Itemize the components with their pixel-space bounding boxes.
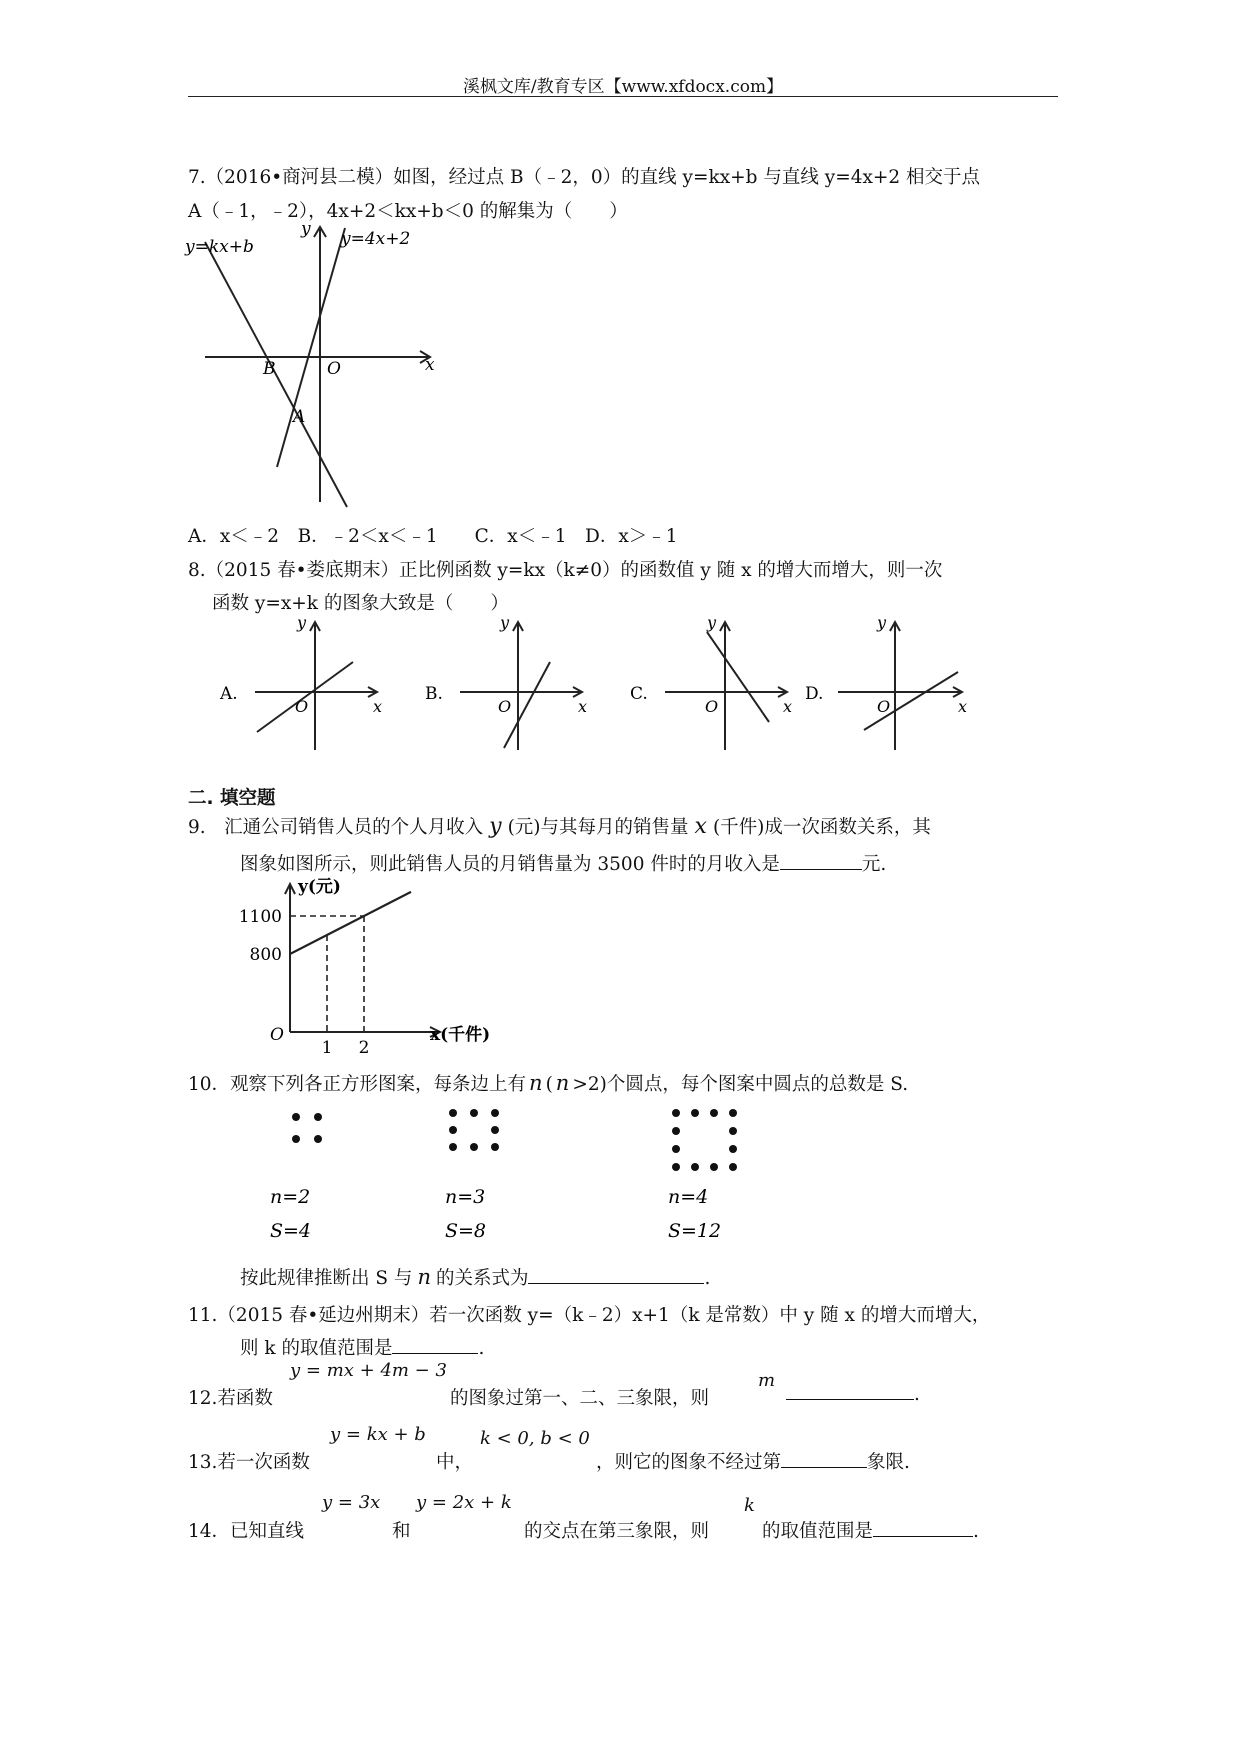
- q14-text-a: 14．已知直线: [188, 1521, 305, 1542]
- q9-ytick-label-1: 800: [249, 945, 282, 965]
- q7-origin-label: O: [327, 359, 341, 379]
- q14-formula-1: y = 3x: [322, 1492, 381, 1513]
- q12-text-a: 12.若函数: [188, 1388, 273, 1409]
- q10-tail-b: 的关系式为: [435, 1268, 529, 1289]
- q12-text-b: 的图象过第一、二、三象限，则: [450, 1388, 710, 1409]
- q12-formula: y = mx + 4m − 3: [290, 1360, 447, 1381]
- q9-chart-ylabel: y(元): [298, 877, 341, 897]
- q9-chart-origin: O: [270, 1025, 284, 1045]
- q8-graph-c-y: y: [707, 613, 717, 632]
- q7-point-a-label: A: [293, 407, 306, 427]
- q13-text-b: 中，: [436, 1452, 474, 1473]
- q8-graph-a-y: y: [297, 613, 307, 632]
- q8-graph-d-label: D.: [805, 684, 824, 704]
- q10-pattern3-n: n=4: [668, 1186, 709, 1208]
- q12-tail: .: [914, 1384, 920, 1405]
- page-header: 溪枫文库/教育专区【www.xfdocx.com】: [462, 77, 784, 97]
- q13-answer-blank[interactable]: [781, 1467, 867, 1468]
- q9-line1: [188, 813, 931, 839]
- q8-graph-c-x: x: [783, 697, 793, 716]
- q8-graph-d-x: x: [958, 697, 968, 716]
- q11-line2: [240, 1334, 484, 1360]
- q12-var-m: m: [758, 1370, 776, 1391]
- q9-line2-text: 图象如图所示，则此销售人员的月销售量为 3500 件时的月收入是: [240, 854, 780, 875]
- q9-xtick-label-0: 1: [321, 1038, 333, 1058]
- q9-chart: [230, 872, 520, 1058]
- q8-graph-a-label: A.: [220, 684, 238, 704]
- q14-text-e: .: [973, 1521, 979, 1542]
- q10-pattern2-n: n=3: [445, 1186, 486, 1208]
- q8-graph-a-o: O: [295, 697, 309, 716]
- q7-x-label: x: [425, 355, 435, 375]
- q10-text-c: >2)个圆点，每个图案中圆点的总数是 S.: [572, 1074, 909, 1095]
- q8-graph-d-o: O: [877, 697, 891, 716]
- q14-text-d: 的取值范围是: [762, 1521, 874, 1542]
- q10-pattern2-s: S=8: [445, 1220, 487, 1242]
- q14-text-b: 和: [392, 1521, 411, 1542]
- q9-chart-xlabel: x(千件): [430, 1025, 491, 1045]
- q9-ytick-label-0: 1100: [238, 907, 282, 927]
- q8-graph-d-y: y: [877, 613, 887, 632]
- q13-line-tail: [596, 1448, 910, 1474]
- header-rule: [188, 96, 1058, 97]
- q10-patterns: [240, 1105, 800, 1265]
- q10-answer-blank[interactable]: [528, 1283, 704, 1284]
- q7-label-line2: y=4x+2: [341, 229, 411, 249]
- q7-y-label: y: [301, 219, 311, 239]
- q9-series-line: [290, 892, 411, 954]
- q9-xtick-label-1: 2: [358, 1038, 370, 1058]
- q7-line1: 7.（2016•商河县二模）如图，经过点 B（﹣2，0）的直线 y=kx+b 与直线 y=4x+2 相交于点: [188, 167, 981, 188]
- q10-tail-a: 按此规律推断出 S 与: [240, 1268, 413, 1289]
- q9-text-b: (元)与其每月的销售量: [507, 817, 689, 838]
- q11-line2-text: 则 k 的取值范围是: [240, 1338, 393, 1359]
- q13-condition: k < 0, b < 0: [480, 1428, 590, 1449]
- q8-graph-c-label: C.: [630, 684, 648, 704]
- q9-text-c: (千件)成一次函数关系，其: [712, 817, 931, 838]
- q11-line2-tail: .: [478, 1338, 485, 1359]
- q10-tail-c: .: [704, 1268, 711, 1289]
- q8-line1: 8.（2015 春•娄底期末）正比例函数 y=kx（k≠0）的函数值 y 随 x 的增大而增大，则一次: [188, 560, 943, 581]
- q8-graph-c-o: O: [705, 697, 719, 716]
- q8-graph-b-o: O: [498, 697, 512, 716]
- q13-text-d: 象限.: [867, 1452, 910, 1473]
- q8-graph-a: [215, 612, 395, 752]
- q14-var-k: k: [744, 1495, 755, 1516]
- q13-text-a: 13.若一次函数: [188, 1452, 310, 1473]
- q14-line-tail: [762, 1517, 979, 1543]
- q12-answer-blank[interactable]: [786, 1399, 914, 1400]
- q11-line1: 11.（2015 春•延边州期末）若一次函数 y=（k﹣2）x+1（k 是常数）中 y 随 x 的增大而增大，: [188, 1305, 991, 1326]
- q7-label-line1: y=kx+b: [185, 237, 254, 257]
- q10-var-n2: n: [555, 1071, 570, 1095]
- q9-line2-tail: 元.: [861, 854, 887, 875]
- q9-var-y: y: [489, 814, 502, 839]
- q13-text-c: ，则它的图象不经过第: [596, 1452, 782, 1473]
- q14-text-c: 的交点在第三象限，则: [524, 1521, 710, 1542]
- q8-graph-b-y: y: [500, 613, 510, 632]
- q9-var-x: x: [694, 814, 707, 839]
- q14-formula-2: y = 2x + k: [416, 1492, 512, 1513]
- q7-figure: [185, 219, 445, 512]
- q7-line2: A（﹣1，﹣2），4x+2＜kx+b＜0 的解集为（ ）: [188, 201, 628, 222]
- q10-line1: [188, 1070, 908, 1096]
- q7-options: A．x＜﹣2 B．﹣2＜x＜﹣1 C．x＜﹣1 D．x＞﹣1: [188, 526, 678, 547]
- q7-point-b-label: B: [263, 359, 276, 379]
- q10-text-b: (: [545, 1074, 553, 1095]
- q9-answer-blank[interactable]: [780, 869, 862, 870]
- q10-pattern1-s: S=4: [270, 1220, 312, 1242]
- q8-graph-d: [800, 612, 980, 752]
- q8-graph-b: [420, 612, 600, 752]
- q14-answer-blank[interactable]: [873, 1536, 973, 1537]
- q10-line2: [240, 1264, 710, 1290]
- q10-pattern3-s: S=12: [668, 1220, 722, 1242]
- q8-graph-c: [625, 612, 805, 752]
- q11-answer-blank[interactable]: [392, 1353, 478, 1354]
- q10-pattern1-n: n=2: [270, 1186, 311, 1208]
- q12-answer: [786, 1384, 920, 1405]
- q8-graph-b-x: x: [578, 697, 588, 716]
- q8-graph-b-label: B.: [425, 684, 443, 704]
- q8-line2: 函数 y=x+k 的图象大致是（ ）: [212, 593, 509, 614]
- section-title: 二. 填空题: [188, 788, 276, 809]
- q10-tail-n: n: [417, 1265, 431, 1289]
- q10-var-n: n: [529, 1071, 543, 1095]
- q10-text-a: 10．观察下列各正方形图案，每条边上有: [188, 1074, 527, 1095]
- q8-graph-a-x: x: [373, 697, 383, 716]
- q9-text-a: 9. 汇通公司销售人员的个人月收入: [188, 817, 484, 838]
- q13-formula: y = kx + b: [330, 1424, 426, 1445]
